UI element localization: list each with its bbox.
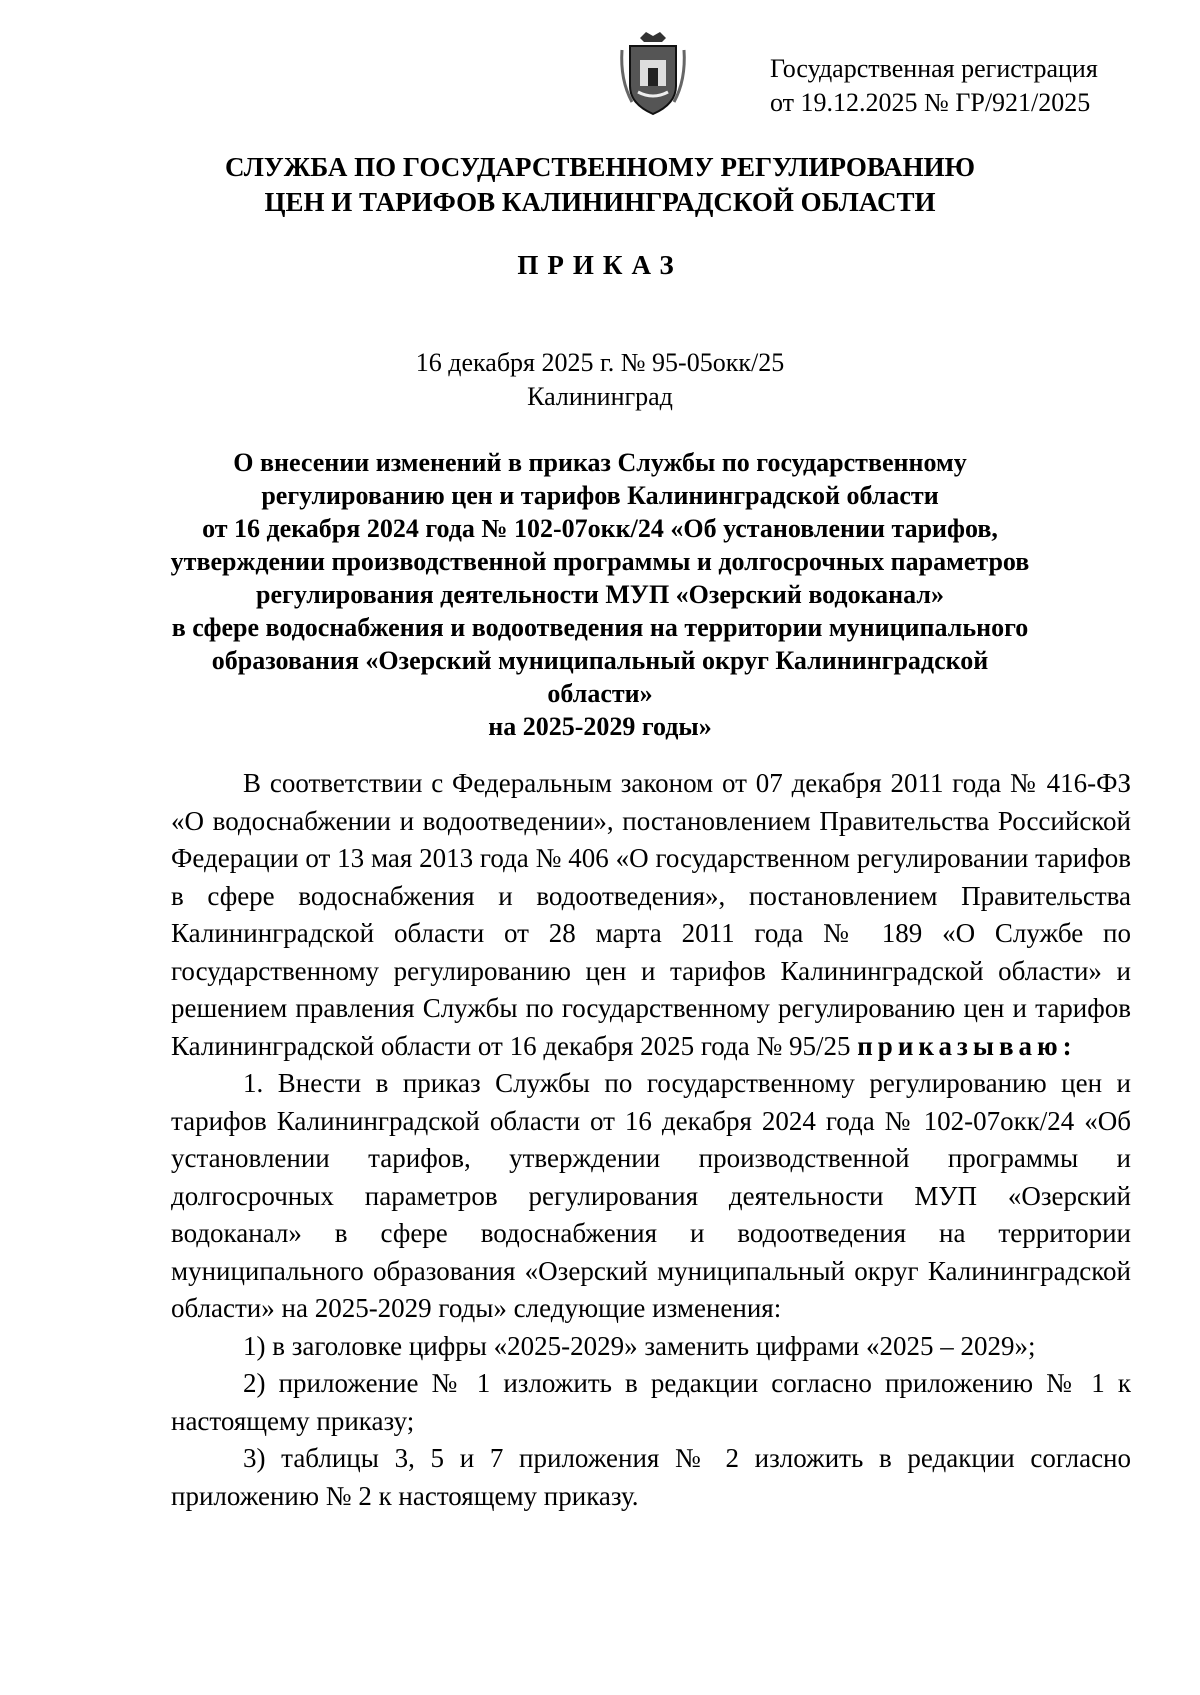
title-line: регулированию цен и тарифов Калининградской области (261, 481, 939, 510)
order-city: Калининград (527, 382, 673, 411)
agency-name (0, 150, 1200, 220)
agency-name-line-2: ЦЕН И ТАРИФОВ КАЛИНИНГРАДСКОЙ ОБЛАСТИ (264, 187, 936, 217)
registration-stamp (770, 52, 1098, 120)
title-line: в сфере водоснабжения и водоотведения на территории муниципального (171, 613, 1029, 642)
item-1-paragraph: 1. Внести в приказ Службы по государственному регулированию цен и тарифов Калининградской области от 16 декабря 2024 года № 102-07окк/24 «Об установлении тарифов, утверждении производственной программы и долгосрочных параметров регулирования деятельности МУП «Озерский водоканал» в сфере водоснабжения и водоотведения на территории муниципального образования «Озерский муниципальный округ Калининградской области» на 2025-2029 годы» следующие изменения: (171, 1068, 1131, 1323)
order-title (160, 446, 1040, 743)
title-line: образования «Озерский муниципальный округ Калининградской области» (211, 646, 989, 708)
order-date-number: 16 декабря 2025 г. № 95-05окк/25 (415, 348, 785, 377)
sub-item-1: 1) в заголовке цифры «2025-2029» заменить цифрами «2025 – 2029»; (243, 1330, 1036, 1361)
preamble-text: В соответствии с Федеральным законом от 07 декабря 2011 года № 416-ФЗ «О водоснабжении и водоотведении», постановлением Правительства Российской Федерации от 13 мая 2013 года № 406 «О государственном регулировании тарифов в сфере водоснабжения и водоотведения», постановлением Правительства Калининградской области от 28 марта 2011 года № 189 «О Службе по государственному регулированию цен и тарифов Калининградской области» и решением правления Службы по государственному регулированию цен и тарифов Калининградской области от 16 декабря 2025 года № 95/25 (171, 768, 1131, 1061)
document-type: ПРИКАЗ (517, 250, 683, 280)
preamble-paragraph (171, 765, 1131, 1065)
registration-line-1: Государственная регистрация (770, 54, 1098, 83)
sub-item-3: 3) таблицы 3, 5 и 7 приложения № 2 изложить в редакции согласно приложению № 2 к настоящему приказу. (171, 1443, 1131, 1511)
agency-name-line-1: СЛУЖБА ПО ГОСУДАРСТВЕННОМУ РЕГУЛИРОВАНИЮ (224, 152, 976, 182)
title-line: регулирования деятельности МУП «Озерский водоканал» (256, 580, 944, 609)
order-body (171, 765, 1131, 1515)
title-line: утверждении производственной программы и долгосрочных параметров (170, 547, 1030, 576)
coat-of-arms-icon (618, 30, 688, 120)
order-meta (0, 346, 1200, 414)
title-line: О внесении изменений в приказ Службы по государственному (233, 448, 967, 477)
title-line: на 2025-2029 годы» (488, 712, 712, 741)
sub-item-2: 2) приложение № 1 изложить в редакции согласно приложению № 1 к настоящему приказу; (171, 1368, 1131, 1436)
decree-word: приказываю: (857, 1030, 1077, 1061)
registration-line-2: от 19.12.2025 № ГР/921/2025 (770, 88, 1091, 117)
title-line: от 16 декабря 2024 года № 102-07окк/24 «Об установлении тарифов, (202, 514, 998, 543)
